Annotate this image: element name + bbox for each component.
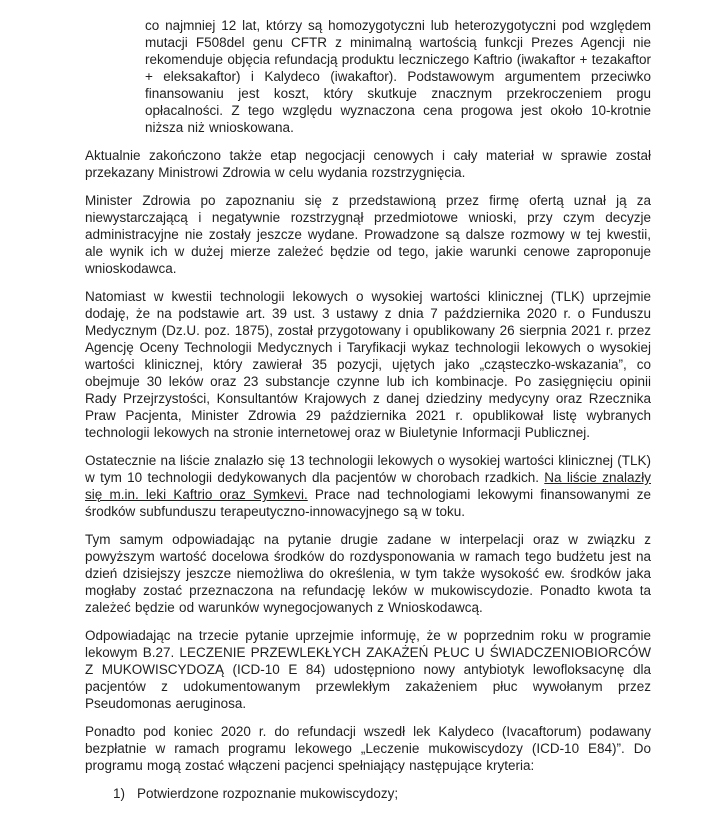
list-item-text: Potwierdzone rozpoznanie mukowiscydozy; bbox=[137, 786, 399, 801]
paragraph-continuation-agency-recommendation: co najmniej 12 lat, którzy są homozygotyczni lub heterozygotyczni pod względem mutacji F508del genu CFTR z minimalną wartością funkcji Prezes Agencji nie rekomenduje objęcia refundacją produktu leczniczego Kaftrio (iwakaftor + tezakaftor + eleksakaftor) i Kalydeco (iwakaftor). Podstawowym argumentem przeciwko finansowaniu jest koszt, który skutkuje znacznym przekroczeniem progu opłacalności. Z tego względu wyznaczona cena progowa jest około 10-krotnie niższa niż wnioskowana. bbox=[145, 18, 651, 135]
paragraph-kalydeco-program: Ponadto pod koniec 2020 r. do refundacji wszedł lek Kalydeco (Ivacaftorum) podawany bezpłatnie w ramach programu lekowego „Leczenie mukowiscydozy (ICD-10 E84)”. Do programu mogą zostać włączeni pacjenci spełniający następujące kryteria: bbox=[85, 724, 651, 773]
paragraph-price-negotiations: Aktualnie zakończono także etap negocjacji cenowych i cały materiał w sprawie został przekazany Ministrowi Zdrowia w celu wydania rozstrzygnięcia. bbox=[85, 148, 651, 180]
tlk-list-underlined-text: Na liście znalazły się m.in. leki Kaftrio oraz Symkevi. bbox=[85, 470, 651, 502]
paragraph-third-question-answer: Odpowiadając na trzecie pytanie uprzejmie informuję, że w poprzednim roku w programie lekowym B.27. LECZENIE PRZEWLEKŁYCH ZAKAŻEŃ PŁUC U ŚWIADCZENIOBIORCÓW Z MUKOWISCYDOZĄ (ICD-10 E 84) udostępniono nowy antybiotyk lewofloksacynę dla pacjentów z udokumentowanym przewlekłym zakażeniem płuc wywołanym przez Pseudomonas aeruginosa. bbox=[85, 628, 651, 711]
list-item-marker: 1) bbox=[113, 786, 126, 801]
paragraph-minister-decision: Minister Zdrowia po zapoznaniu się z przedstawioną przez firmę ofertą uznał ją za niewystarczającą i negatywnie rozstrzygnął przedmiotowe wnioski, przy czym decyzje administracyjne nie zostały jeszcze wydane. Prowadzone są dalsze rozmowy w tej kwestii, ale wynik ich w dużej mierze zależeć będzie od tego, jakie warunki cenowe zaproponuje wnioskodawca. bbox=[85, 193, 651, 276]
numbered-list-item bbox=[113, 785, 651, 802]
paragraph-budget-answer: Tym samym odpowiadając na pytanie drugie zadane w interpelacji oraz w związku z powyższym wartość docelowa środków do rozdysponowania w ramach tego budżetu jest na dzień dzisiejszy jeszcze niemożliwa do określenia, w tym także wysokość ew. środków jaka mogłaby zostać przeznaczona na refundację leków w mukowiscydozie. Ponadto kwota ta zależeć będzie od warunków wynegocjowanych z Wnioskodawcą. bbox=[85, 532, 651, 615]
tlk-list-closing-text: Prace nad technologiami lekowymi finansowanymi ze środków subfunduszu terapeutyczno-innowacyjnego są w toku. bbox=[85, 487, 651, 519]
tlk-list-intro-text: Ostatecznie na liście znalazło się 13 technologii lekowych o wysokiej wartości klinicznej (TLK) w tym 10 technologii dedykowanych dla pacjentów w chorobach rzadkich. bbox=[85, 453, 651, 485]
paragraph-tlk-final-list bbox=[85, 452, 651, 520]
paragraph-tlk-fund-background: Natomiast w kwestii technologii lekowych o wysokiej wartości klinicznej (TLK) uprzejmie dodaję, że na podstawie art. 39 ust. 3 ustawy z dnia 7 października 2020 r. o Funduszu Medycznym (Dz.U. poz. 1875), został przygotowany i opublikowany 26 sierpnia 2021 r. przez Agencję Oceny Technologii Medycznych i Taryfikacji wykaz technologii lekowych o wysokiej wartości klinicznej, który zawierał 35 pozycji, ujętych jako „cząsteczko-wskazania”, co obejmuje 30 leków oraz 23 substancje czynne lub ich kombinacje. Po zasięgnięciu opinii Rady Przejrzystości, Konsultantów Krajowych z danej dziedziny medycyny oraz Rzecznika Praw Pacjenta, Minister Zdrowia 29 października 2021 r. opublikował listę wybranych technologii lekowych na stronie internetowej oraz w Biuletynie Informacji Publicznej. bbox=[85, 289, 651, 440]
